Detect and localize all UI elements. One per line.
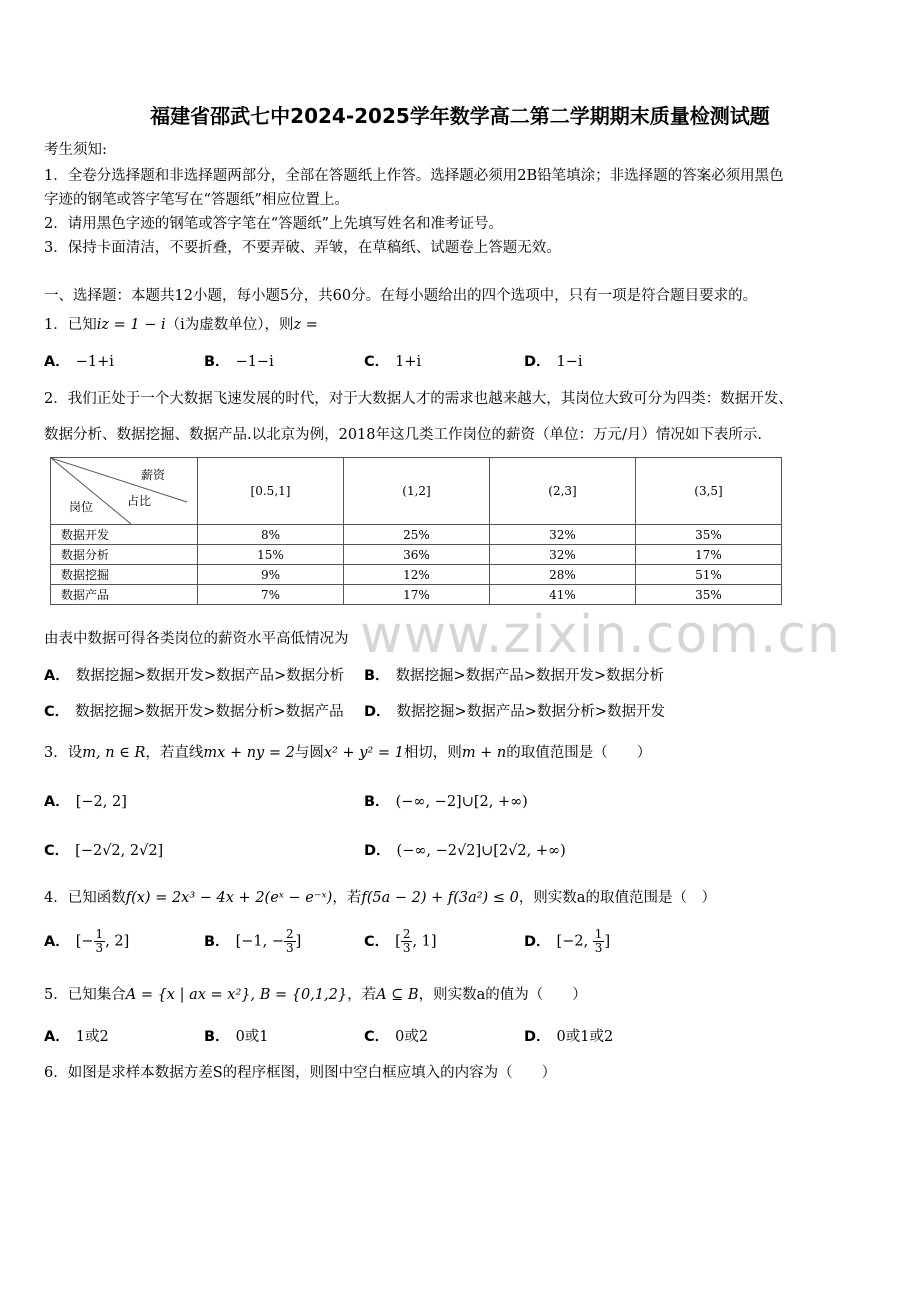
row-name: 数据分析 (51, 545, 198, 565)
option-text: (−∞, −2]∪[2, +∞) (395, 794, 528, 810)
numerator: 2 (285, 927, 294, 941)
question-4 (44, 886, 716, 907)
question-3 (44, 741, 651, 762)
q4-option-d[interactable] (524, 928, 610, 955)
question-6: 6．如图是求样本数据方差S的程序框图，则图中空白框应填入的内容为（ ） (44, 1065, 557, 1081)
option-label: A． (44, 354, 70, 370)
table-row (51, 565, 782, 585)
option-text: [−2√2, 2√2] (75, 843, 164, 859)
option-label: D． (524, 354, 551, 370)
q3-part: m + n (461, 745, 507, 761)
table-cell: 25% (344, 525, 490, 545)
q2-option-c[interactable] (44, 700, 344, 721)
table-row (51, 585, 782, 605)
option-label: A． (44, 794, 70, 810)
option-text: 1或2 (75, 1029, 109, 1045)
table-cell: 15% (198, 545, 344, 565)
table-cell: 51% (636, 565, 782, 585)
row-name: 数据产品 (51, 585, 198, 605)
table-cell: 32% (490, 545, 636, 565)
q4-option-b[interactable] (204, 928, 301, 955)
table-cell: 17% (344, 585, 490, 605)
table-cell: 28% (490, 565, 636, 585)
numerator: 1 (95, 927, 104, 941)
q4-part: f(x) = 2x³ − 4x + 2(eˣ − e⁻ˣ) (125, 890, 333, 906)
notice-item: 字迹的钢笔或答字笔写在“答题纸”相应位置上。 (44, 192, 349, 208)
section-heading: 一、选择题：本题共12小题，每小题5分，共60分。在每小题给出的四个选项中，只有一项是符合题目要求的。 (44, 288, 758, 304)
q1-paren: （i为虚数单位），则 (165, 317, 294, 333)
option-pre: [−2, (556, 933, 593, 950)
q1-option-d[interactable] (524, 350, 583, 371)
option-text: 数据挖掘>数据产品>数据分析>数据开发 (396, 704, 665, 720)
table-cell: 7% (198, 585, 344, 605)
q4-part: ，则实数a的取值范围是（ ） (518, 890, 716, 906)
table-header-row (51, 458, 782, 525)
denominator: 3 (402, 941, 411, 955)
q3-part: m, n ∈ R (82, 745, 146, 761)
option-label: A． (44, 1029, 70, 1045)
q3-option-a[interactable] (44, 790, 127, 811)
option-text: 数据挖掘>数据开发>数据产品>数据分析 (75, 668, 345, 684)
q5-part: A ⊆ B (376, 987, 419, 1003)
option-text: [−2, 2] (75, 794, 127, 810)
option-text: 1+i (395, 354, 422, 370)
question-2-line1: 2．我们正处于一个大数据飞速发展的时代，对于大数据人才的需求也越来越大，其岗位大致可分为四类：数据开发、 (44, 391, 793, 407)
column-header: (2,3] (490, 458, 636, 525)
column-header: (1,2] (344, 458, 490, 525)
option-label: C． (44, 704, 70, 720)
q3-part: x² + y² = 1 (323, 745, 404, 761)
option-pre: [ (395, 933, 401, 950)
table-cell: 35% (636, 525, 782, 545)
watermark: www.zixin.com.cn (360, 605, 841, 665)
option-label: B． (364, 794, 390, 810)
option-label: B． (364, 668, 390, 684)
q3-part: 相切，则 (403, 745, 462, 761)
q1-num: 1．已知 (44, 317, 97, 333)
option-pre: [−1, − (235, 933, 284, 950)
option-post: , 2] (105, 933, 130, 950)
q4-part: 4．已知函数 (44, 890, 126, 906)
option-label: D． (364, 704, 391, 720)
option-text: 0或2 (395, 1029, 429, 1045)
table-corner-cell (51, 458, 198, 525)
corner-ratio: 占比 (127, 494, 152, 508)
question-5 (44, 983, 587, 1004)
q5-part: A = {x | ax = x²}, B = {0,1,2} (125, 987, 348, 1003)
q5-part: ，则实数a的值为（ ） (418, 987, 587, 1003)
fraction (401, 928, 413, 955)
q1-option-a[interactable] (44, 350, 114, 371)
notice-item: 3．保持卡面清洁，不要折叠，不要弄破、弄皱，在草稿纸、试题卷上答题无效。 (44, 240, 561, 256)
notice-item: 2．请用黑色字迹的钢笔或答字笔在“答题纸”上先填写姓名和准考证号。 (44, 216, 504, 232)
table-cell: 17% (636, 545, 782, 565)
table-cell: 8% (198, 525, 344, 545)
question-2-line2: 数据分析、数据挖掘、数据产品.以北京为例，2018年这几类工作岗位的薪资（单位：万元/月）情况如下表所示. (44, 427, 763, 443)
column-header: (3,5] (636, 458, 782, 525)
page-title: 福建省邵武七中2024-2025学年数学高二第二学期期末质量检测试题 (150, 104, 770, 128)
q5-option-d[interactable] (524, 1025, 613, 1046)
q3-option-b[interactable] (364, 790, 528, 811)
q5-option-c[interactable] (364, 1025, 428, 1046)
option-text: (−∞, −2√2]∪[2√2, +∞) (396, 843, 566, 859)
q5-part: ，若 (347, 987, 377, 1003)
option-label: C． (364, 354, 390, 370)
q3-part: 的取值范围是（ ） (506, 745, 652, 761)
q4-option-c[interactable] (364, 928, 437, 955)
corner-salary: 薪资 (141, 468, 166, 482)
notice-item: 1．全卷分选择题和非选择题两部分，全部在答题纸上作答。选择题必须用2B铅笔填涂；非选择题的答案必须用黑色 (44, 168, 784, 184)
row-name: 数据挖掘 (51, 565, 198, 585)
q1-option-b[interactable] (204, 350, 274, 371)
table-cell: 9% (198, 565, 344, 585)
option-text: −1+i (75, 354, 114, 370)
option-label: B． (204, 1029, 230, 1045)
option-label: C． (364, 933, 390, 950)
option-text: 0或1 (235, 1029, 269, 1045)
option-post: ] (295, 933, 302, 950)
question-1 (44, 313, 318, 334)
option-text: 0或1或2 (556, 1029, 614, 1045)
option-text: 1−i (556, 354, 583, 370)
q5-option-b[interactable] (204, 1025, 269, 1046)
option-post: ] (604, 933, 611, 950)
table-row (51, 525, 782, 545)
option-text: −1−i (235, 354, 274, 370)
option-label: B． (204, 933, 230, 950)
option-text: 数据挖掘>数据产品>数据开发>数据分析 (395, 668, 665, 684)
option-pre: [− (75, 933, 94, 950)
option-label: D． (364, 843, 391, 859)
option-text: 数据挖掘>数据开发>数据分析>数据产品 (75, 704, 344, 720)
fraction (593, 928, 605, 955)
q2-prompt: 由表中数据可得各类岗位的薪资水平高低情况为 (44, 631, 349, 647)
q2-option-b[interactable] (364, 664, 664, 685)
column-header: [0.5,1] (198, 458, 344, 525)
option-label: D． (524, 1029, 551, 1045)
table-cell: 41% (490, 585, 636, 605)
q5-part: 5．已知集合 (44, 987, 126, 1003)
option-label: D． (524, 933, 551, 950)
notice-heading: 考生须知: (44, 142, 107, 158)
q2-option-a[interactable] (44, 664, 344, 685)
fraction (284, 928, 296, 955)
numerator: 2 (402, 927, 411, 941)
q3-part: 与圆 (294, 745, 324, 761)
q1-expr: iz = 1 − i (96, 317, 166, 333)
q3-part: mx + ny = 2 (203, 745, 295, 761)
table-cell: 35% (636, 585, 782, 605)
option-post: , 1] (412, 933, 437, 950)
q3-part: ，若直线 (145, 745, 204, 761)
numerator: 1 (594, 927, 603, 941)
table-row (51, 545, 782, 565)
q1-option-c[interactable] (364, 350, 421, 371)
denominator: 3 (285, 941, 294, 955)
q3-part: 3．设 (44, 745, 83, 761)
q4-part: ，若 (332, 890, 362, 906)
denominator: 3 (95, 941, 104, 955)
option-label: C． (364, 1029, 390, 1045)
denominator: 3 (594, 941, 603, 955)
q1-tail: z = (293, 317, 318, 333)
table-cell: 12% (344, 565, 490, 585)
q2-option-d[interactable] (364, 700, 665, 721)
q5-option-a[interactable] (44, 1025, 109, 1046)
table-cell: 36% (344, 545, 490, 565)
fraction (94, 928, 106, 955)
q3-option-c[interactable] (44, 839, 163, 860)
row-name: 数据开发 (51, 525, 198, 545)
option-label: B． (204, 354, 230, 370)
q3-option-d[interactable] (364, 839, 566, 860)
salary-table (50, 457, 782, 605)
q4-option-a[interactable] (44, 928, 129, 955)
corner-post: 岗位 (69, 500, 94, 514)
q4-part: f(5a − 2) + f(3a²) ≤ 0 (361, 890, 519, 906)
option-label: A． (44, 668, 70, 684)
table-cell: 32% (490, 525, 636, 545)
option-label: C． (44, 843, 70, 859)
option-label: A． (44, 933, 70, 950)
